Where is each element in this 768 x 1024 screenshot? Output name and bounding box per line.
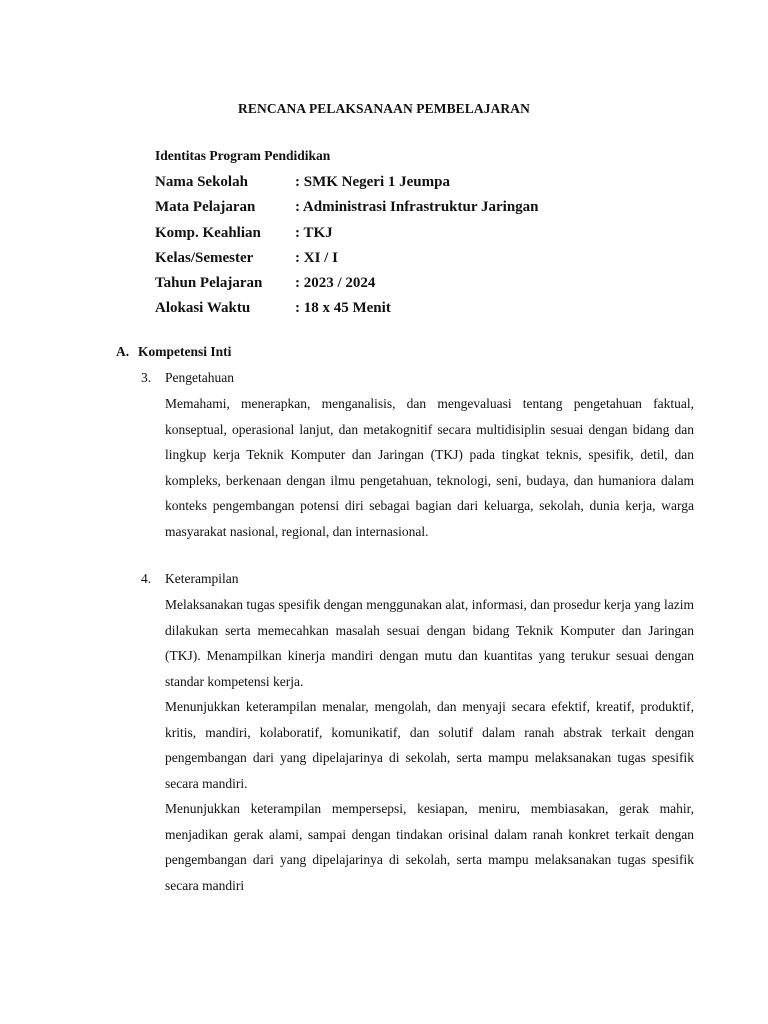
identity-row-school bbox=[155, 170, 539, 195]
skills-paragraph-1: Melaksanakan tugas spesifik dengan menggunakan alat, informasi, dan prosedur kerja yang lazim dilakukan serta memecahkan masalah sesuai dengan bidang Teknik Komputer dan Jaringan (TKJ). Menampilkan kinerja mandiri dengan mutu dan kuantitas yang terukur sesuai dengan standar kompetensi kerja. bbox=[165, 597, 694, 689]
identity-value: : 18 x 45 Menit bbox=[295, 300, 391, 317]
subsection-skills-heading bbox=[141, 571, 238, 587]
identity-row-expertise bbox=[155, 221, 539, 246]
identity-value: : Administrasi Infrastruktur Jaringan bbox=[295, 199, 539, 216]
subsection-title: Keterampilan bbox=[165, 571, 239, 586]
identity-heading: Identitas Program Pendidikan bbox=[155, 148, 331, 163]
identity-row-subject bbox=[155, 195, 539, 220]
identity-value: : SMK Negeri 1 Jeumpa bbox=[295, 174, 450, 190]
identity-value: : TKJ bbox=[295, 224, 333, 241]
document-title: RENCANA PELAKSANAAN PEMBELAJARAN bbox=[238, 101, 530, 116]
identity-table bbox=[155, 170, 539, 322]
identity-label: Mata Pelajaran bbox=[155, 199, 256, 216]
identity-label: Tahun Pelajaran bbox=[155, 275, 263, 292]
skills-paragraph-3: Menunjukkan keterampilan mempersepsi, kesiapan, meniru, membiasakan, gerak mahir, menjadikan gerak alami, sampai dengan tindakan orisinal dalam ranah konkret terkait dengan pengembangan dari yang dipelajarinya di sekolah, serta mampu melaksanakan tugas spesifik secara mandiri bbox=[165, 801, 694, 893]
knowledge-paragraph: Memahami, menerapkan, menganalisis, dan mengevaluasi tentang pengetahuan faktual, konseptual, operasional lanjut, dan metakognitif secara multidisiplin sesuai dengan bidang dan lingkup kerja Teknik Komputer dan Jaringan (TKJ) pada tingkat teknis, spesifik, detil, dan kompleks, berkenaan dengan ilmu pengetahuan, teknologi, seni, budaya, dan humaniora dalam konteks pengembangan potensi diri sebagai bagian dari keluarga, sekolah, dunia kerja, warga masyarakat nasional, regional, dan internasional. bbox=[165, 396, 694, 539]
identity-label: Kelas/Semester bbox=[155, 249, 254, 266]
section-a-heading bbox=[116, 344, 231, 360]
section-letter: A. bbox=[116, 344, 130, 359]
identity-label: Nama Sekolah bbox=[155, 174, 248, 190]
identity-label: Komp. Keahlian bbox=[155, 224, 261, 241]
skills-paragraph-2: Menunjukkan keterampilan menalar, mengolah, dan menyaji secara efektif, kreatif, produktif, kritis, mandiri, kolaboratif, komunikatif, dan solutif dalam ranah abstrak terkait dengan pengembangan dari yang dipelajarinya di sekolah, serta mampu melaksanakan tugas spesifik secara mandiri. bbox=[165, 699, 694, 791]
subsection-title: Pengetahuan bbox=[165, 370, 234, 385]
identity-row-class bbox=[155, 246, 539, 271]
identity-row-time bbox=[155, 296, 539, 321]
section-title: Kompetensi Inti bbox=[138, 344, 232, 359]
identity-value: : 2023 / 2024 bbox=[295, 275, 376, 292]
identity-row-year bbox=[155, 271, 539, 296]
identity-value: : XI / I bbox=[295, 249, 338, 266]
identity-label: Alokasi Waktu bbox=[155, 300, 251, 317]
subsection-number: 3. bbox=[141, 370, 152, 385]
subsection-number: 4. bbox=[141, 571, 152, 586]
subsection-knowledge-heading bbox=[141, 370, 234, 386]
